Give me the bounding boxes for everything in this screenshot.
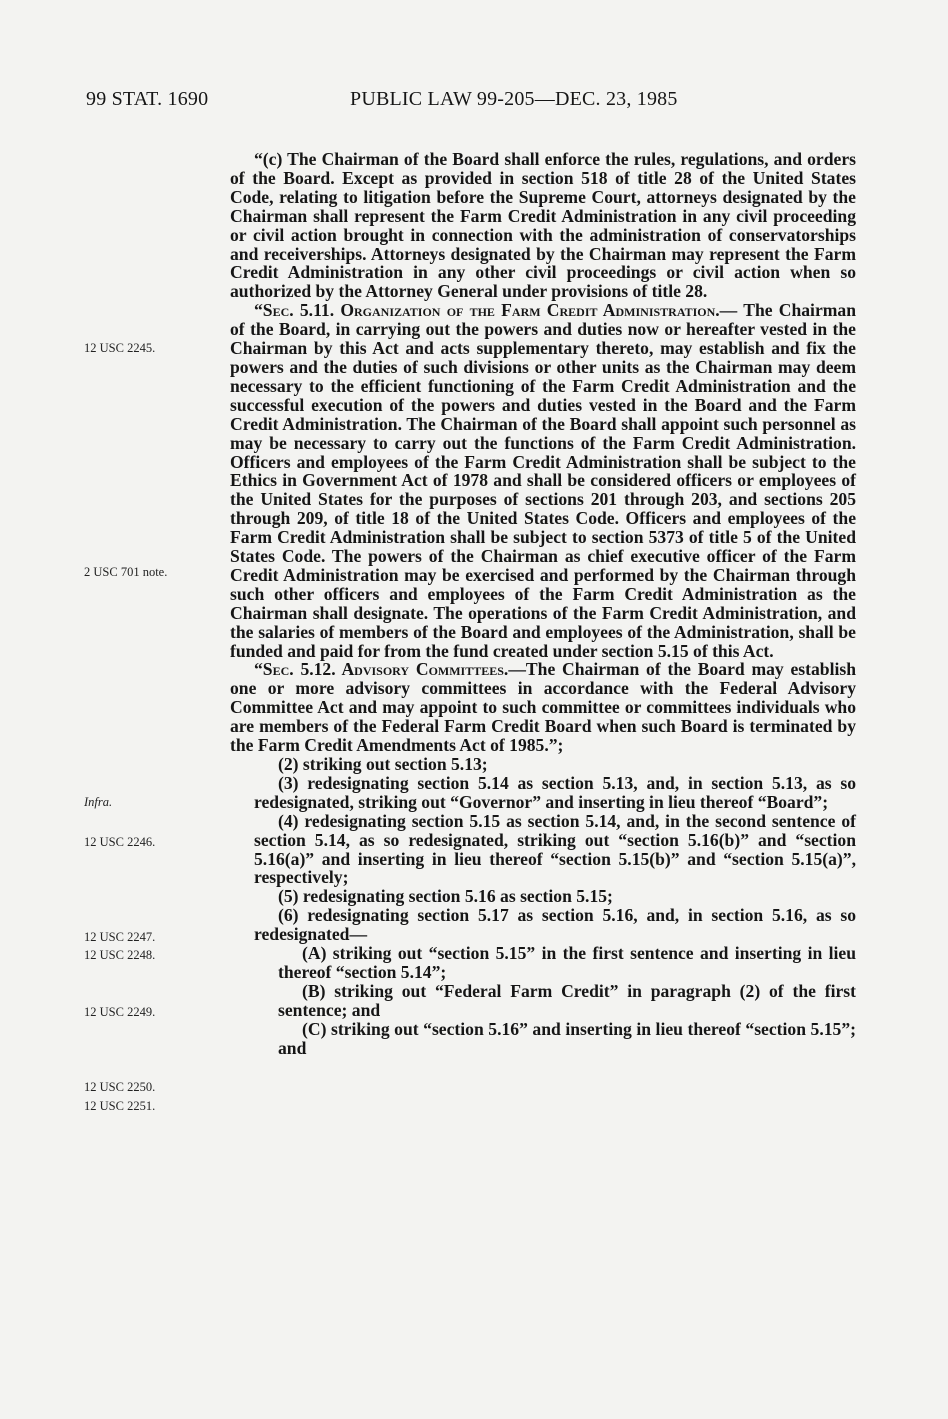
amendment-item-6b: (B) striking out “Federal Farm Credit” in paragraph (2) of the first sentence; and (278, 980, 856, 1020)
section-5-11 (230, 301, 856, 660)
amendment-item-4: (4) redesignating section 5.15 as section 5.14, and, in the second sentence of section 5.14, as so redesignated, striking out “section 5.16(b)” and “section 5.16(a)” and inserting in lieu thereof “section 5.15(b)” and “section 5.15(a)”, respectively; (254, 810, 856, 888)
amendment-item-6: (6) redesignating section 5.17 as section 5.16, and, in section 5.16, as so redesignated— (254, 905, 856, 945)
law-reference: PUBLIC LAW 99-205—DEC. 23, 1985 (350, 88, 678, 110)
margin-note: 12 USC 2248. (84, 948, 156, 962)
subsection-c: “(c) The Chairman of the Board shall enforce the rules, regulations, and orders of the Board. Except as provided in section 518 of title 28 of the United States Code, relating to litigation before the Supreme Court, attorneys designated by the Chairman shall represent the Farm Credit Administration in any civil proceeding or civil action brought in connection with the administration of conservatorships and receiverships. Attorneys designated by the Chairman may represent the Farm Credit Administration in any other civil proceedings or civil action when so authorized by the Attorney General under provisions of title 28. (230, 149, 856, 302)
margin-note: 12 USC 2245. (84, 341, 156, 355)
margin-note: Infra. (84, 795, 113, 809)
document-body (230, 150, 856, 1058)
margin-note: 12 USC 2247. (84, 930, 156, 944)
stat-reference: 99 STAT. 1690 (86, 88, 209, 110)
section-5-12-text: The Chairman of the Board may establish one or more advisory committees in accordance with the Federal Advisory Committee Act and may appoint to such committee or committees individuals who are members of the Federal Farm Credit Board when such Board is terminated by the Farm Credit Amendments Act of 1985.”; (230, 659, 857, 756)
margin-note: 12 USC 2250. (84, 1080, 156, 1094)
amendment-item-6a: (A) striking out “section 5.15” in the first sentence and inserting in lieu thereof “section 5.14”; (278, 943, 856, 982)
section-5-12-heading: “Sec. 5.12. Advisory Committees.— (254, 659, 526, 680)
margin-note: 2 USC 701 note. (84, 565, 168, 579)
amendment-item-5: (5) redesignating section 5.16 as section 5.15; (278, 886, 613, 907)
section-5-11-heading: “Sec. 5.11. Organization of the Farm Credit Administration.— (254, 300, 738, 321)
section-5-12 (230, 660, 856, 755)
section-5-11-text: The Chairman of the Board, in carrying out the powers and duties now or hereafter vested in the Chairman by this Act and acts supplementary thereto, may establish and fix the powers and the duties of such divisions or other units as the Chairman may deem necessary to the efficient functioning of the Farm Credit Administration and the successful execution of the powers and duties vested in the Board and the Farm Credit Administration. The Chairman of the Board shall appoint such personnel as may be necessary to carry out the functions of the Farm Credit Administration. Officers and employees of the Farm Credit Administration shall be subject to the Ethics in Government Act of 1978 and shall be considered officers or employees of the United States for the purposes of sections 201 through 203, and sections 205 through 209, of title 18 of the United States Code. Officers and employees of the Farm Credit Administration shall be subject to section 5373 of title 5 of the United States Code. The powers of the Chairman as chief executive officer of the Farm Credit Administration may be exercised and performed by the Chairman through such other officers and employees of the Farm Credit Administration as the Chairman shall designate. The operations of the Farm Credit Administration, and the salaries of members of the Board and employees of the Administration, shall be funded and paid for from the fund created under section 5.15 of this Act. (230, 300, 856, 661)
amendment-item-6c: (C) striking out “section 5.16” and inserting in lieu thereof “section 5.15”; and (278, 1018, 856, 1058)
margin-note: 12 USC 2246. (84, 835, 156, 849)
amendment-item-3: (3) redesignating section 5.14 as section 5.13, and, in section 5.13, as so redesignated, striking out “Governor” and inserting in lieu thereof “Board”; (254, 772, 856, 812)
margin-note: 12 USC 2249. (84, 1005, 156, 1019)
amendment-item-2: (2) striking out section 5.13; (278, 754, 488, 774)
margin-note: 12 USC 2251. (84, 1099, 156, 1113)
